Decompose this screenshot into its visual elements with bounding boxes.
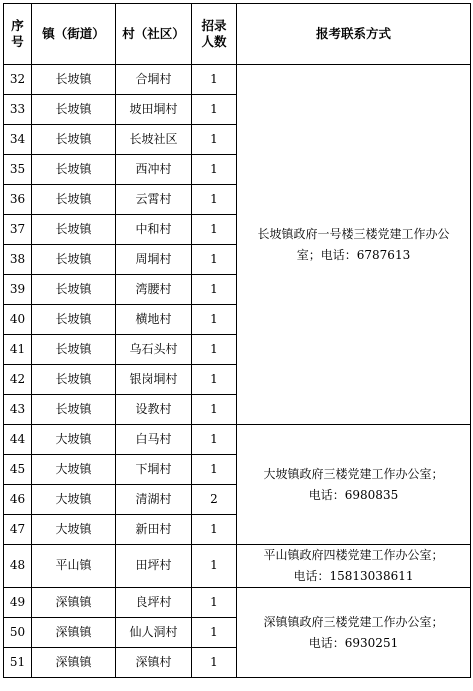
row-no: 39: [4, 275, 32, 305]
row-village: 深镇村: [116, 648, 192, 678]
row-quota: 1: [192, 648, 237, 678]
row-village: 下垌村: [116, 455, 192, 485]
table-row: [4, 65, 471, 95]
row-quota: 1: [192, 335, 237, 365]
row-quota: 2: [192, 485, 237, 515]
row-quota: 1: [192, 65, 237, 95]
contact-info-cell: [237, 425, 471, 545]
contact-line2: 电话：6930251: [308, 635, 399, 650]
row-town: 大坡镇: [32, 425, 116, 455]
row-quota: 1: [192, 185, 237, 215]
contact-line1: 长坡镇政府一号楼三楼党建工作办公: [257, 226, 450, 241]
row-town: 平山镇: [32, 545, 116, 588]
row-village: 中和村: [116, 215, 192, 245]
header-no-line1: 序: [11, 17, 24, 33]
row-no: 45: [4, 455, 32, 485]
row-village: 设教村: [116, 395, 192, 425]
row-town: 长坡镇: [32, 335, 116, 365]
row-quota: 1: [192, 95, 237, 125]
header-quota-line2: 人数: [201, 34, 227, 49]
row-quota: 1: [192, 155, 237, 185]
row-village: 田坪村: [116, 545, 192, 588]
row-no: 35: [4, 155, 32, 185]
row-no: 44: [4, 425, 32, 455]
row-no: 38: [4, 245, 32, 275]
header-no-line2: 号: [11, 34, 24, 49]
row-town: 长坡镇: [32, 185, 116, 215]
contact-info-cell: [237, 65, 471, 425]
row-quota: 1: [192, 455, 237, 485]
header-town: 镇（街道）: [32, 4, 116, 65]
row-town: 大坡镇: [32, 485, 116, 515]
row-village: 良坪村: [116, 588, 192, 618]
table-row: [4, 588, 471, 618]
row-quota: 1: [192, 215, 237, 245]
row-no: 50: [4, 618, 32, 648]
row-village: 云霄村: [116, 185, 192, 215]
row-no: 36: [4, 185, 32, 215]
row-no: 49: [4, 588, 32, 618]
row-no: 48: [4, 545, 32, 588]
row-no: 37: [4, 215, 32, 245]
row-town: 长坡镇: [32, 65, 116, 95]
recruitment-table: [3, 3, 471, 678]
row-town: 长坡镇: [32, 365, 116, 395]
row-town: 长坡镇: [32, 155, 116, 185]
row-town: 长坡镇: [32, 395, 116, 425]
row-quota: 1: [192, 618, 237, 648]
row-no: 34: [4, 125, 32, 155]
row-village: 坡田垌村: [116, 95, 192, 125]
row-quota: 1: [192, 125, 237, 155]
row-no: 47: [4, 515, 32, 545]
row-village: 西冲村: [116, 155, 192, 185]
row-quota: 1: [192, 588, 237, 618]
row-village: 白马村: [116, 425, 192, 455]
row-town: 长坡镇: [32, 95, 116, 125]
row-quota: 1: [192, 305, 237, 335]
row-village: 湾腰村: [116, 275, 192, 305]
row-town: 长坡镇: [32, 305, 116, 335]
row-village: 合垌村: [116, 65, 192, 95]
row-village: 乌石头村: [116, 335, 192, 365]
row-town: 深镇镇: [32, 648, 116, 678]
row-village: 长坡社区: [116, 125, 192, 155]
row-town: 深镇镇: [32, 618, 116, 648]
row-quota: 1: [192, 365, 237, 395]
row-village: 周垌村: [116, 245, 192, 275]
row-quota: 1: [192, 395, 237, 425]
row-town: 长坡镇: [32, 215, 116, 245]
row-quota: 1: [192, 245, 237, 275]
header-quota-line1: 招录: [201, 17, 227, 33]
row-town: 长坡镇: [32, 275, 116, 305]
row-village: 新田村: [116, 515, 192, 545]
row-town: 大坡镇: [32, 455, 116, 485]
table-header-row: [4, 4, 471, 65]
contact-line2: 室；电话：6787613: [296, 247, 411, 262]
row-town: 长坡镇: [32, 245, 116, 275]
row-town: 大坡镇: [32, 515, 116, 545]
table-row: [4, 545, 471, 588]
row-no: 41: [4, 335, 32, 365]
contact-line2: 电话：6980835: [308, 487, 399, 502]
row-no: 51: [4, 648, 32, 678]
header-village: 村（社区）: [116, 4, 192, 65]
row-town: 深镇镇: [32, 588, 116, 618]
row-no: 43: [4, 395, 32, 425]
row-no: 42: [4, 365, 32, 395]
row-quota: 1: [192, 545, 237, 588]
row-no: 40: [4, 305, 32, 335]
row-quota: 1: [192, 515, 237, 545]
header-no: [4, 4, 32, 65]
row-no: 46: [4, 485, 32, 515]
header-quota: [192, 4, 237, 65]
row-village: 横地村: [116, 305, 192, 335]
table-row: [4, 425, 471, 455]
contact-line1: 深镇镇政府三楼党建工作办公室；: [263, 614, 444, 629]
contact-info-cell: [237, 545, 471, 588]
row-no: 33: [4, 95, 32, 125]
contact-line1: 大坡镇政府三楼党建工作办公室；: [263, 466, 444, 481]
contact-line1: 平山镇政府四楼党建工作办公室；: [263, 548, 444, 562]
row-village: 银岗垌村: [116, 365, 192, 395]
row-village: 清湖村: [116, 485, 192, 515]
row-town: 长坡镇: [32, 125, 116, 155]
contact-info-cell: [237, 588, 471, 678]
row-village: 仙人洞村: [116, 618, 192, 648]
row-no: 32: [4, 65, 32, 95]
row-quota: 1: [192, 275, 237, 305]
contact-line2: 电话：15813038611: [293, 569, 414, 583]
row-quota: 1: [192, 425, 237, 455]
header-contact: 报考联系方式: [237, 4, 471, 65]
